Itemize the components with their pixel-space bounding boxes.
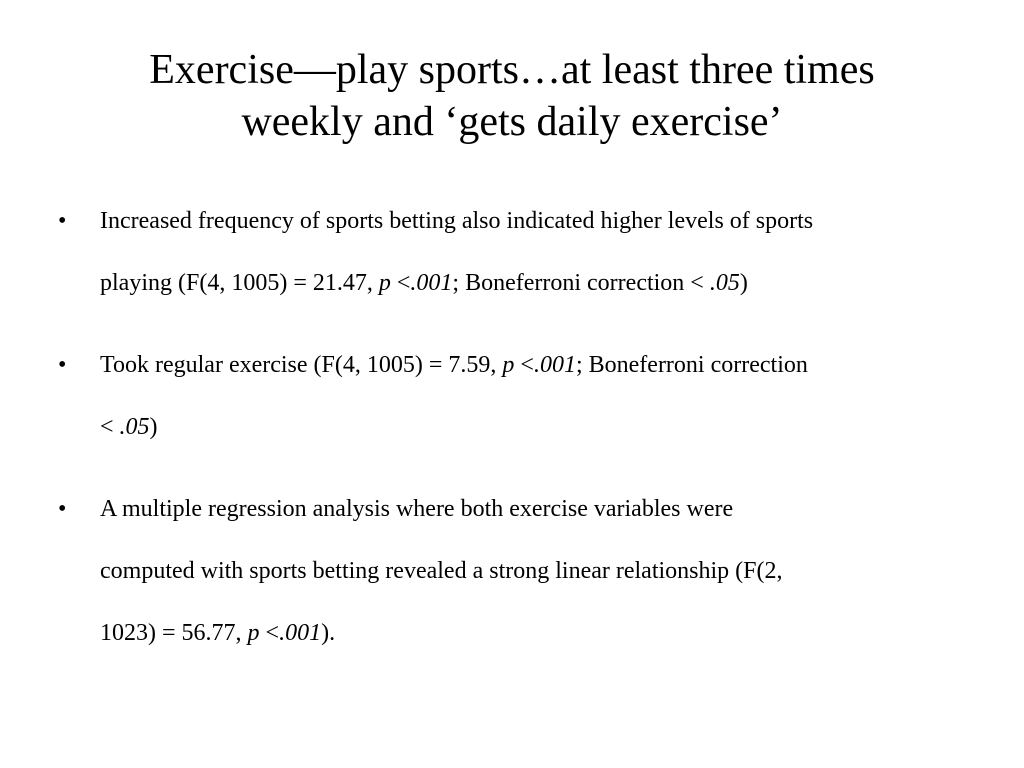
text-run: Took regular exercise (F(4, 1005) = 7.59,: [100, 352, 503, 378]
bullet-1-line-1: Increased frequency of sports betting also indicated higher levels of sports: [100, 208, 814, 234]
bullet-2-line-2: [100, 412, 158, 442]
text-run: ).: [321, 620, 336, 646]
text-run: ; Boneferroni correction <: [452, 270, 710, 296]
text-run: <: [390, 270, 411, 296]
text-run-italic: .05: [709, 270, 740, 296]
bullet-3-line-3: [100, 618, 335, 648]
text-run: <: [259, 620, 280, 646]
slide-title: [60, 44, 964, 148]
text-run: <: [100, 414, 120, 440]
bullet-marker: •: [58, 208, 67, 234]
bullet-marker: •: [58, 352, 67, 378]
text-run: ): [149, 414, 158, 440]
text-run-italic: .001: [533, 352, 576, 378]
text-run-italic: p: [502, 352, 515, 378]
text-run-italic: .001: [410, 270, 453, 296]
bullet-3-line-2: computed with sports betting revealed a strong linear relationship (F(2,: [100, 558, 783, 584]
bullet-2-line-1: [100, 350, 808, 380]
title-line-2: weekly and ‘gets daily exercise’: [241, 99, 783, 145]
text-run-italic: .001: [279, 620, 322, 646]
text-run: 1023) = 56.77,: [100, 620, 248, 646]
bullet-marker: •: [58, 496, 67, 522]
text-run: ): [739, 270, 748, 296]
text-run-italic: .05: [119, 414, 150, 440]
bullet-3-line-1: A multiple regression analysis where both exercise variables were: [100, 496, 734, 522]
bullet-1-line-2: [100, 268, 748, 298]
text-run-italic: p: [247, 620, 260, 646]
text-run: ; Boneferroni correction: [575, 352, 808, 378]
text-run-italic: p: [378, 270, 391, 296]
title-line-1: Exercise—play sports…at least three times: [149, 47, 875, 93]
text-run: playing (F(4, 1005) = 21.47,: [100, 270, 379, 296]
text-run: <: [514, 352, 534, 378]
